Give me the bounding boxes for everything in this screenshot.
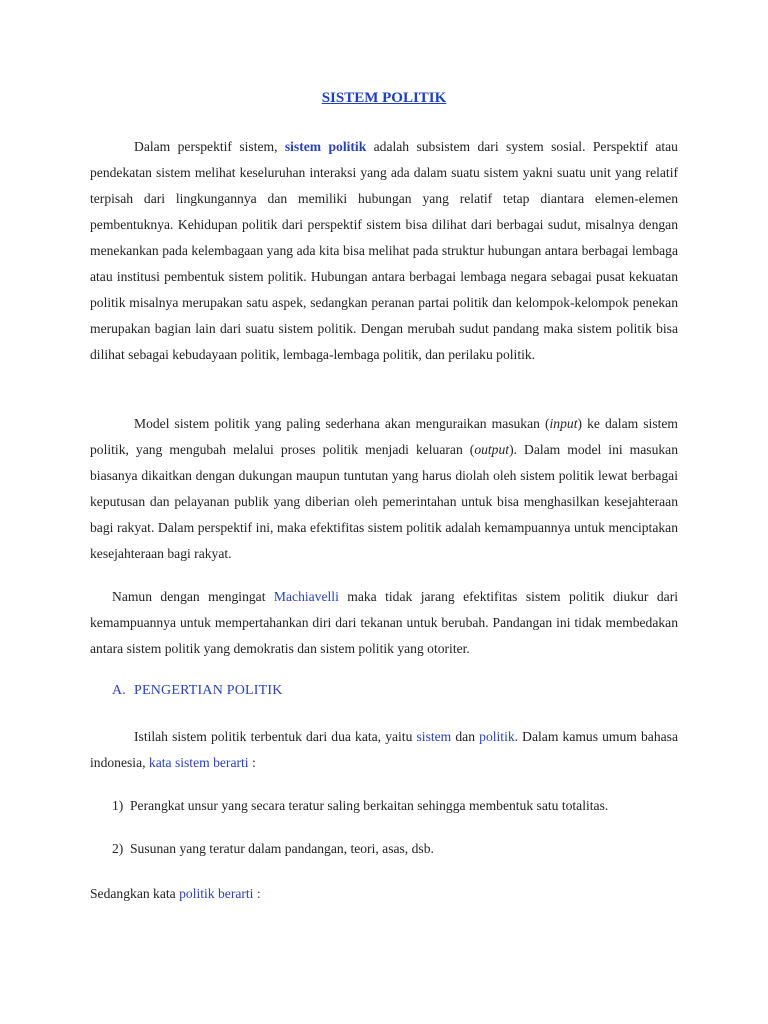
p4-c: . Dalam kamus umum bahasa indonesia, (90, 729, 678, 770)
kata-sistem-berarti-link[interactable]: kata sistem berarti (148, 755, 249, 770)
list-number: 2) (112, 841, 124, 856)
output-term: output (474, 442, 510, 457)
paragraph-machiavelli (90, 584, 678, 662)
list-number: 1) (112, 798, 124, 813)
page-title: SISTEM POLITIK (321, 90, 447, 106)
sistem-politik-link[interactable]: sistem politik (284, 139, 367, 154)
p3-a: Namun dengan mengingat (112, 589, 274, 604)
section-label: PENGERTIAN POLITIK (134, 683, 283, 698)
paragraph-intro (90, 134, 678, 368)
paragraph-istilah (90, 724, 678, 776)
p1-lead: Dalam perspektif sistem, (134, 139, 285, 154)
politik-link[interactable]: politik (479, 729, 515, 744)
sistem-link[interactable]: sistem (416, 729, 452, 744)
list-text: Perangkat unsur yang secara teratur saling berkaitan sehingga membentuk satu totalitas. (130, 798, 609, 813)
section-heading-pengertian-politik (112, 683, 283, 699)
paragraph-sedangkan (90, 881, 261, 907)
p2-c: ). Dalam model ini masukan biasanya dikaitkan dengan dukungan maupun tuntutan yang harus diolah oleh sistem politik lewat berbagai keputusan dan pelayanan publik yang diberian oleh pemerintahan untuk bisa menghasilkan kesejahteraan bagi rakyat. Dalam perspektif ini, maka efektifitas sistem politik adalah kemampuannya untuk menciptakan kesejahteraan bagi rakyat. (90, 442, 678, 561)
p4-a: Istilah sistem politik terbentuk dari dua kata, yaitu (134, 729, 417, 744)
p4-b: dan (451, 729, 480, 744)
input-term: input (549, 416, 578, 431)
p5-a: Sedangkan kata (90, 886, 180, 901)
paragraph-model (90, 411, 678, 567)
p2-a: Model sistem politik yang paling sederhana akan menguraikan masukan ( (134, 416, 550, 431)
machiavelli-link[interactable]: Machiavelli (273, 589, 339, 604)
politik-berarti-link[interactable]: politik berarti : (179, 886, 261, 901)
p3-b: maka tidak jarang efektifitas sistem politik diukur dari kemampuannya untuk mempertahankan diri dari tekanan untuk berubah. Pandangan ini tidak membedakan antara sistem politik yang demokratis dan sistem politik yang otoriter. (90, 589, 679, 656)
list-item (112, 836, 434, 862)
p4-d: : (248, 755, 256, 770)
list-item (112, 793, 608, 819)
p2-b: ) ke dalam sistem politik, yang mengubah melalui proses politik menjadi keluaran ( (90, 416, 678, 457)
list-text: Susunan yang teratur dalam pandangan, teori, asas, dsb. (130, 841, 434, 856)
p1-rest: adalah subsistem dari system sosial. Perspektif atau pendekatan sistem melihat keseluruhan interaksi yang ada dalam suatu sistem yakni suatu unit yang relatif terpisah dari lingkungannya dan memiliki hubungan yang relatif tetap diantara elemen-elemen pembentuknya. Kehidupan politik dari perspektif sistem bisa dilihat dari berbagai sudut, misalnya dengan menekankan pada kelembagaan yang ada kita bisa melihat pada struktur hubungan antara berbagai lembaga atau institusi pembentuk sistem politik. Hubungan antara berbagai lembaga negara sebagai pusat kekuatan politik misalnya merupakan satu aspek, sedangkan peranan partai politik dan kelompok-kelompok penekan merupakan bagian lain dari suatu sistem politik. Dengan merubah sudut pandang maka sistem politik bisa dilihat sebagai kebudayaan politik, lembaga-lembaga politik, dan perilaku politik. (90, 139, 678, 362)
section-number: A. (112, 683, 127, 698)
